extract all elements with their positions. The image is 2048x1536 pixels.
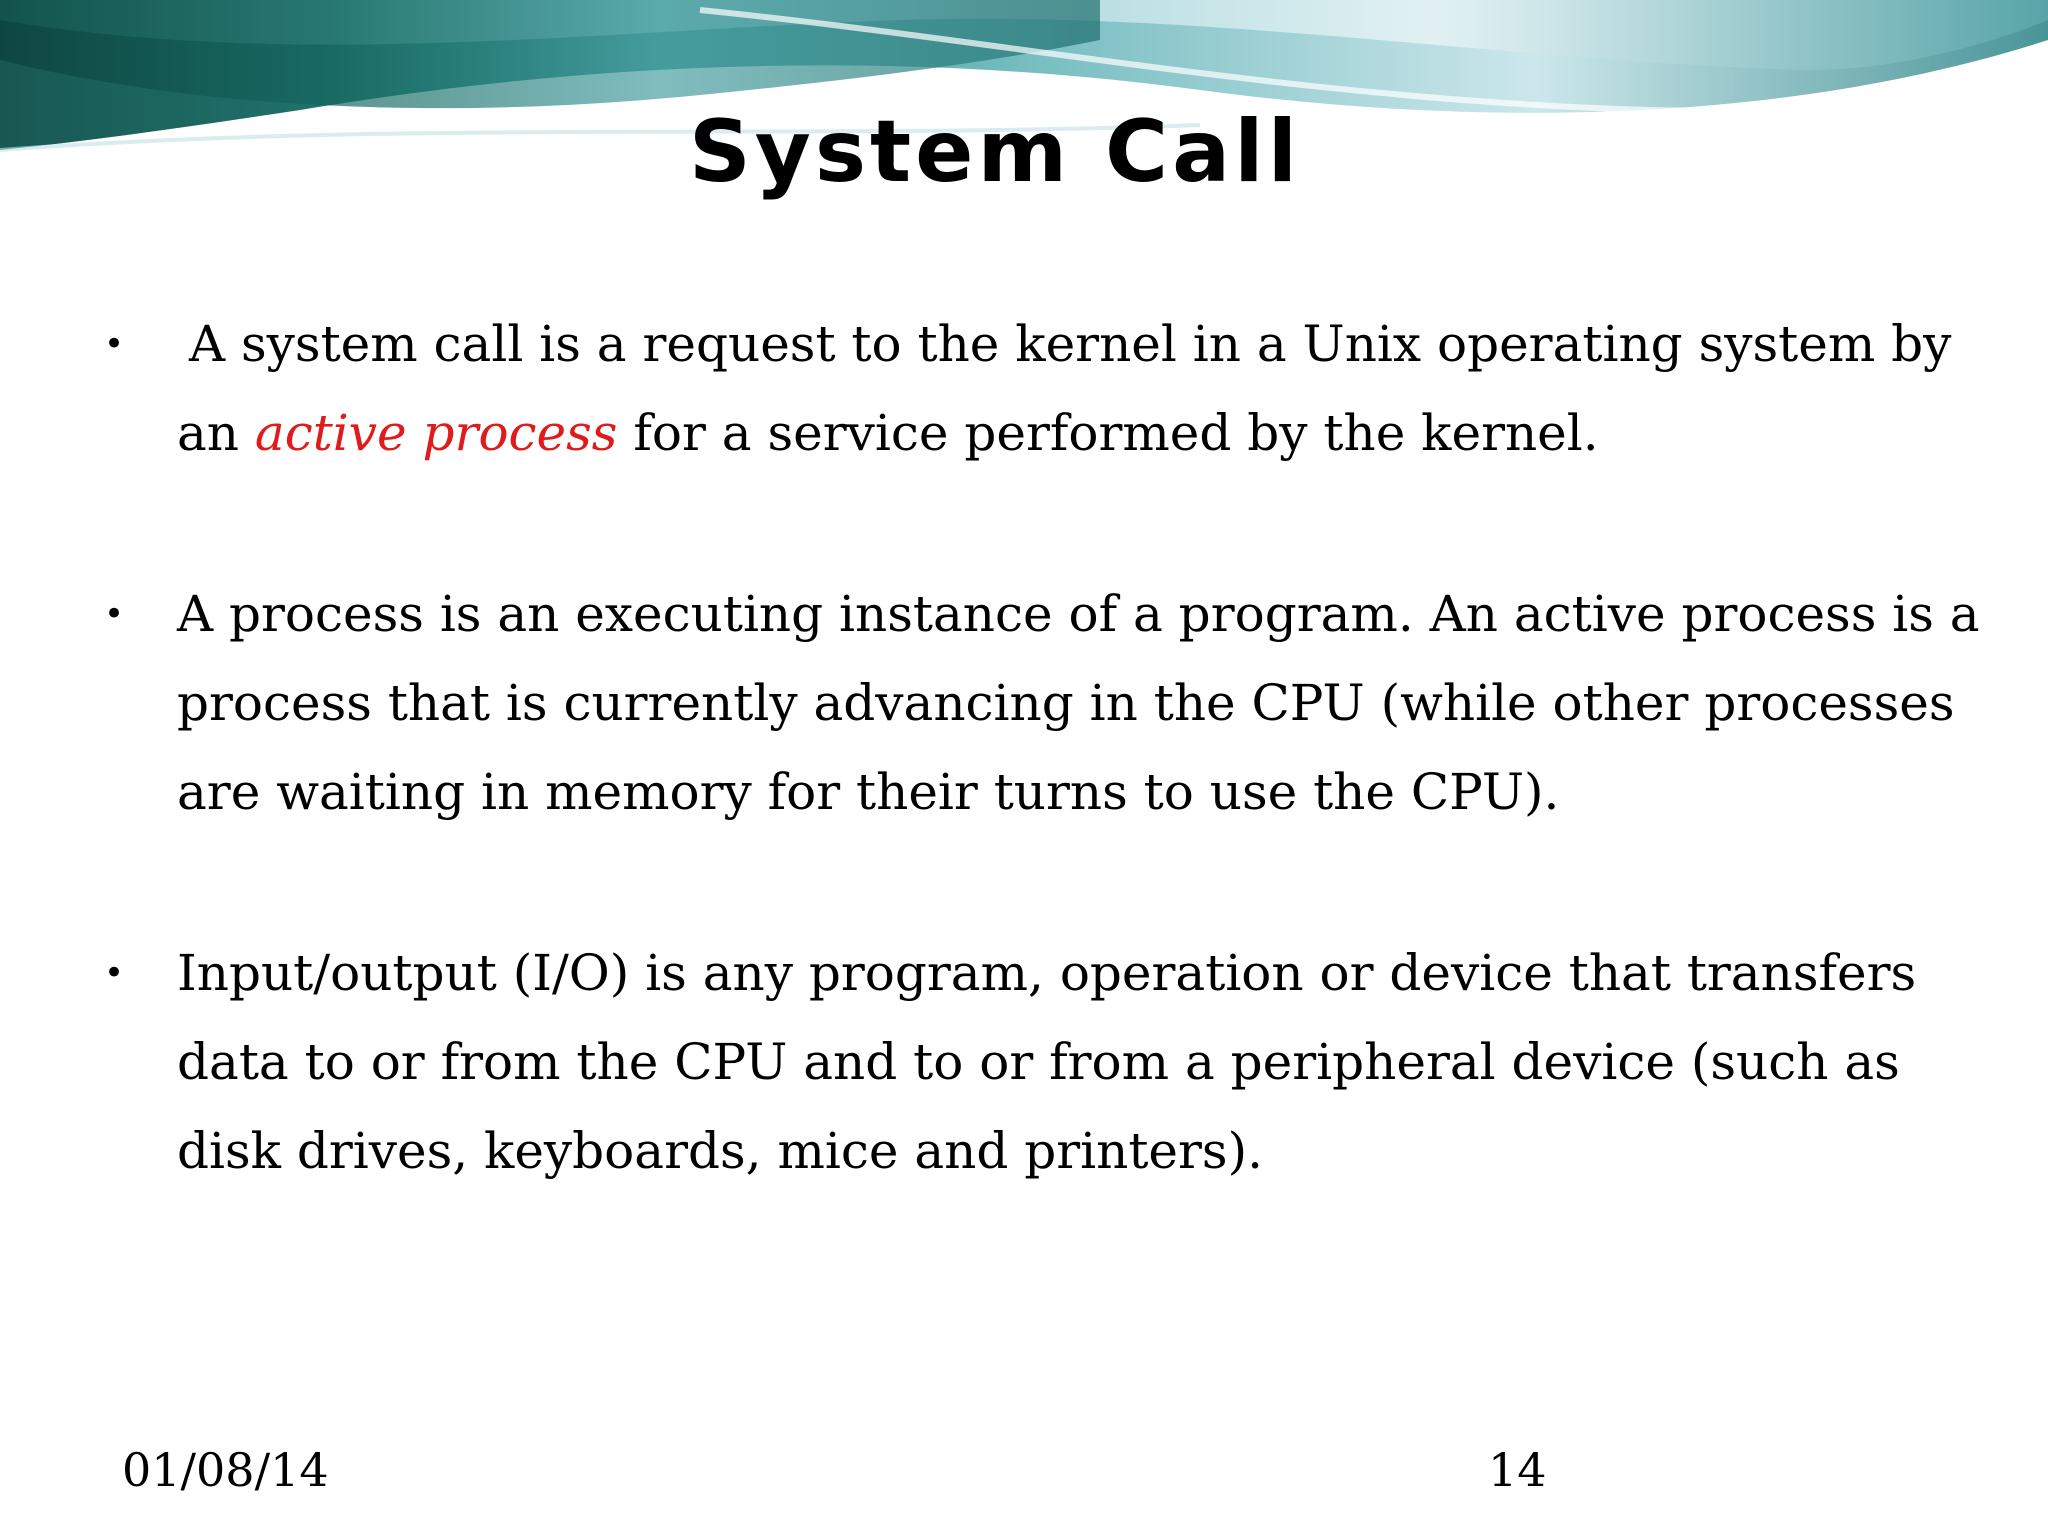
bullet-item xyxy=(0,300,2048,478)
bullet-text: Input/output (I/O) is any program, operation or device that transfers data to or from the CPU and to or from a peripheral device (such as disk drives, keyboards, mice and printers). xyxy=(177,944,1917,1180)
bullet-item xyxy=(0,570,2048,837)
slide-title: System Call xyxy=(688,102,1302,202)
bullet-item xyxy=(0,929,2048,1196)
bullet-text-before: A system call is a request to the kernel in a Unix operating system by an xyxy=(177,315,1952,462)
bullet-text-after: for a service performed by the kernel. xyxy=(617,404,1599,462)
bullet-icon: • xyxy=(104,953,125,993)
page-number: 14 xyxy=(1488,1443,1547,1497)
bullet-list xyxy=(0,300,2048,1196)
highlighted-term: active process xyxy=(254,404,618,462)
bullet-text: A process is an executing instance of a program. An active process is a process that is currently advancing in the CPU (while other processes are waiting in memory for their turns to use the CPU). xyxy=(177,585,1980,821)
bullet-icon: • xyxy=(104,324,125,364)
footer-date: 01/08/14 xyxy=(122,1443,329,1497)
bullet-icon: • xyxy=(104,594,125,634)
